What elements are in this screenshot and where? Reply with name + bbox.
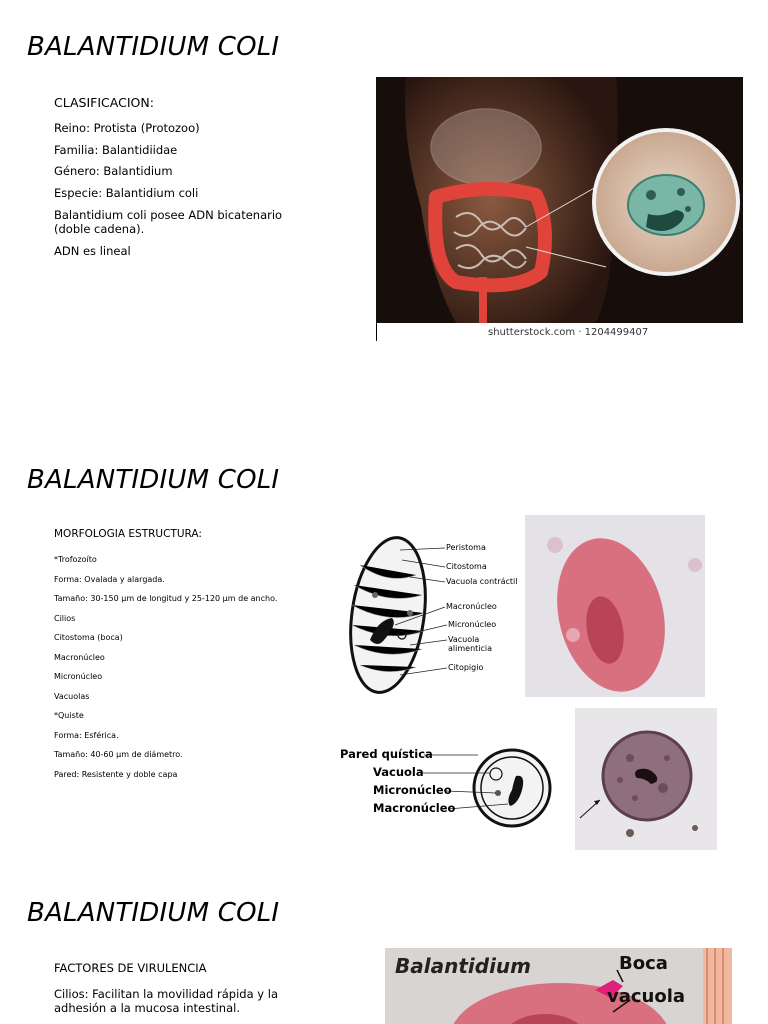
text-line: Cilios: Facilitan la movilidad rápida y la adhesión a la mucosa intestinal. <box>54 987 278 1015</box>
text-line: Vacuolas <box>54 692 90 701</box>
label-micronucleo-quiste: Micronúcleo <box>373 783 452 797</box>
label-vacuola-contractil: Vacuola contráctil <box>446 577 518 586</box>
label-macronucleo-quiste: Macronúcleo <box>373 801 456 815</box>
label-citostoma: Citostoma <box>446 562 487 571</box>
text-line: Forma: Ovalada y alargada. <box>54 575 165 584</box>
text-line: ADN es lineal <box>54 244 131 258</box>
text-line: Citostoma (boca) <box>54 633 123 642</box>
text-line: Género: Balantidium <box>54 164 173 178</box>
section-heading: CLASIFICACION: <box>54 95 154 110</box>
text-line: Tamaño: 40-60 µm de diámetro. <box>54 750 183 759</box>
slide-title: BALANTIDIUM COLI <box>27 898 280 928</box>
text-line: Macronúcleo <box>54 653 105 662</box>
text-line: Familia: Balantidiidae <box>54 143 178 157</box>
virulence-micrograph <box>385 948 732 1024</box>
text-line: Reino: Protista (Protozoo) <box>54 121 200 135</box>
label-pared-quistica: Pared quística <box>340 747 433 761</box>
text-line: *Quiste <box>54 711 84 720</box>
slide-title: BALANTIDIUM COLI <box>27 465 280 495</box>
slide-title: BALANTIDIUM COLI <box>27 32 280 62</box>
label-micronucleo: Micronúcleo <box>448 620 497 629</box>
label-citopigio: Citopigio <box>448 663 484 672</box>
section-heading: MORFOLOGIA ESTRUCTURA: <box>54 528 202 540</box>
text-line: Forma: Esférica. <box>54 731 119 740</box>
section-heading: FACTORES DE VIRULENCIA <box>54 961 207 975</box>
text-line: Especie: Balantidium coli <box>54 186 199 200</box>
label-vacuola-alimenticia: Vacuola alimenticia <box>448 635 493 653</box>
label-balantidium: Balantidium <box>395 954 531 978</box>
label-vacuola: Vacuola <box>373 765 424 779</box>
text-line: Tamaño: 30-150 µm de longitud y 25-120 µm de ancho. <box>54 594 278 603</box>
label-peristoma: Peristoma <box>446 543 486 552</box>
image-caption: shutterstock.com · 1204499407 <box>488 327 649 338</box>
text-line: Micronúcleo <box>54 672 103 681</box>
label-vacuola-virulencia: vacuola <box>607 986 686 1007</box>
text-line: Balantidium coli posee ADN bicatenario (doble cadena). <box>54 208 283 236</box>
text-line: Pared: Resistente y doble capa <box>54 770 178 779</box>
text-line: Cilios <box>54 614 76 623</box>
label-boca: Boca <box>619 953 668 974</box>
text-line: *Trofozoíto <box>54 555 97 564</box>
label-macronucleo: Macronúcleo <box>446 602 497 611</box>
